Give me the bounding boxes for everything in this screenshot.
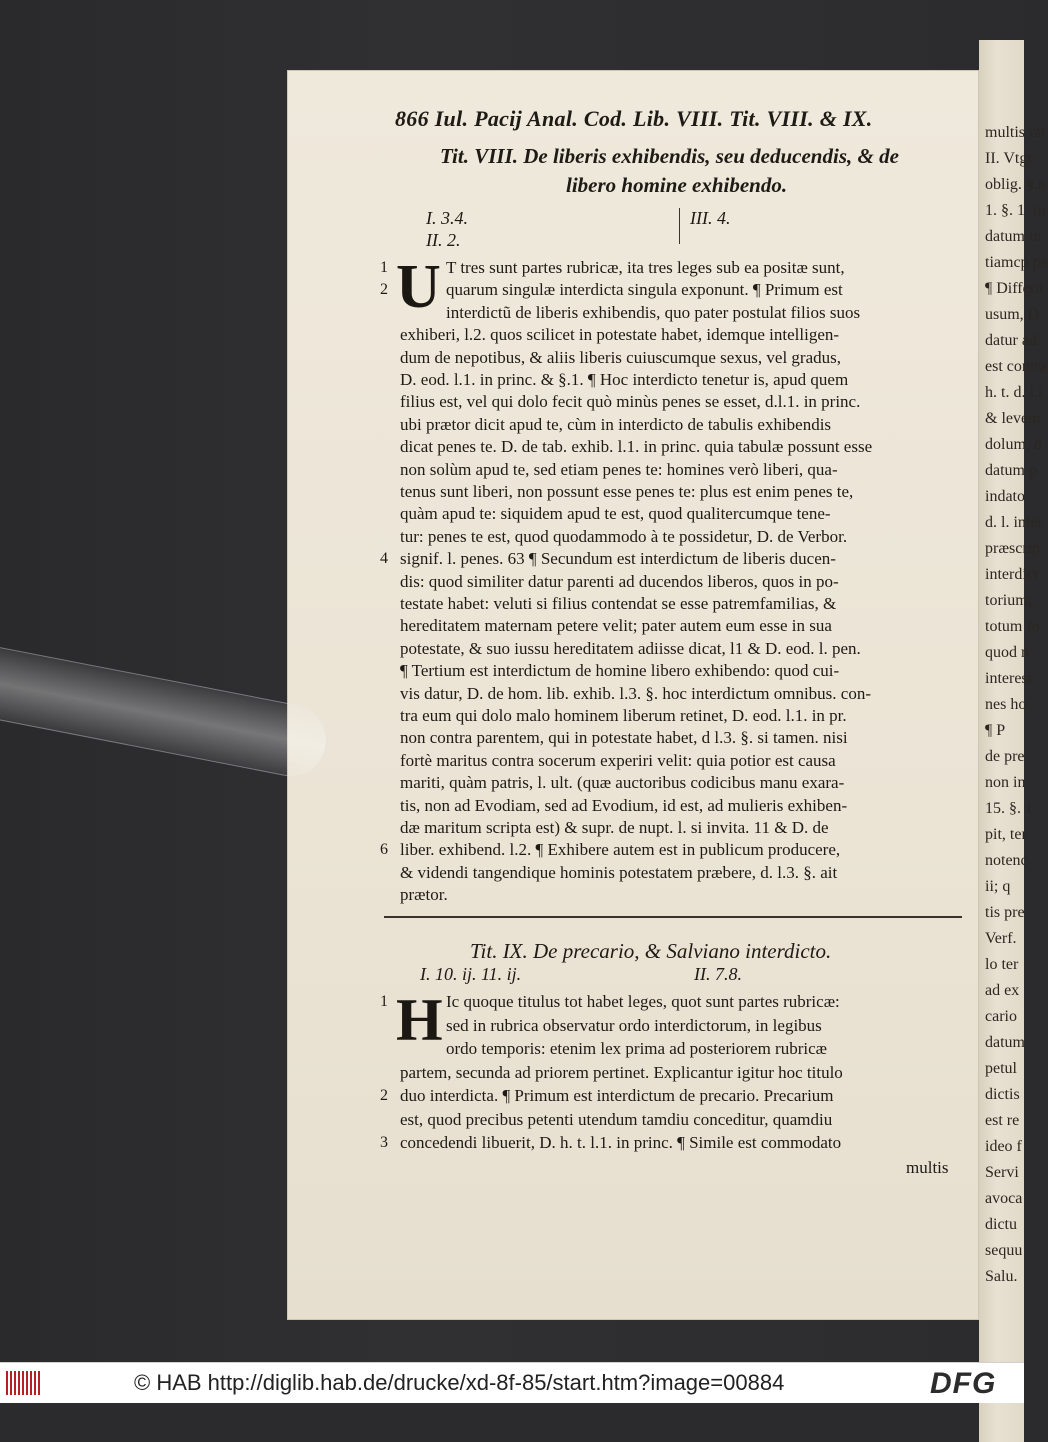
next-page-fragment: ideo f — [985, 1138, 1022, 1155]
text-line: interdictũ de liberis exhibendis, quo pater postulat filios suos — [446, 302, 861, 322]
text-line: exhiberi, l.2. quos scilicet in potestate habet, idemque intelligen- — [400, 325, 840, 345]
barcode-icon — [6, 1371, 46, 1395]
section1-ref-left1: I. 3.4. — [426, 208, 468, 228]
next-page-fragment: est re — [985, 1112, 1020, 1129]
text-line: tis, non ad Evodiam, sed ad Evodium, id est, ad mulieris exhiben- — [400, 795, 848, 815]
catchword: multis — [906, 1158, 949, 1177]
text-line: testate habet: veluti si filius contendat se esse patremfamilias, & — [400, 594, 837, 613]
next-page-fragment: de pre — [985, 748, 1025, 765]
next-page-fragment: ¶ P — [985, 722, 1006, 739]
next-page-fragment: oblig. §.n — [985, 176, 1046, 193]
text-line: fortè maritus contra socerum experiri velit: quia potior est causa — [400, 750, 836, 770]
text-line: sed in rubrica observatur ordo interdictorum, in legibus — [446, 1015, 822, 1035]
text-line: non contra parentem, qui in potestate habet, d l.3. §. si tamen. nisi — [400, 728, 848, 748]
next-page-fragment: cario — [985, 1008, 1017, 1025]
next-page-fragment: tis pre — [985, 904, 1025, 921]
next-page-fragment: II. Vtgr — [985, 150, 1033, 167]
next-page-fragment: h. t. d. l.i — [985, 384, 1043, 401]
margin-number: 2 — [380, 281, 388, 299]
next-page-fragment: quod n — [985, 644, 1029, 661]
next-page-fragment: sequu — [985, 1242, 1023, 1259]
section2-dropcap: H — [396, 987, 443, 1053]
next-page-fragment: ii; q — [985, 878, 1011, 895]
margin-number: 6 — [380, 841, 388, 859]
next-page-fragment: multis rat — [985, 124, 1046, 141]
next-page-fragment: datum — [985, 1034, 1025, 1051]
next-page-fragment: non in — [985, 774, 1026, 791]
text-line: & videndi tangendique hominis potestatem præbere, d. l.3. §. ait — [400, 862, 838, 882]
footer-bar — [0, 1362, 1024, 1403]
section1-ref-left2: II. 2. — [426, 230, 461, 250]
text-line: potestate, & suo iussu hereditatem adiisse dicat, l1 & D. eod. l. pen. — [400, 638, 861, 658]
text-line: concedendi libuerit, D. h. t. l.1. in princ. ¶ Simile est commodato — [400, 1133, 842, 1152]
next-page-fragment: indato. — [985, 488, 1029, 505]
text-line: dum de nepotibus, & aliis liberis cuiuscumque sexus, vel gradus, — [400, 347, 841, 367]
next-page-fragment: ¶ Differu — [985, 280, 1044, 297]
margin-number: 4 — [380, 550, 388, 568]
text-line: quàm apud te: siquidem apud te est, quod qualitercumque tene- — [400, 504, 831, 524]
next-page-fragment: torium; — [985, 592, 1033, 609]
next-page-edge — [979, 40, 1048, 1442]
next-page-fragment: 1. §. 1. in — [985, 202, 1046, 219]
next-page-fragment: ad ex — [985, 982, 1020, 999]
next-page-fragment: & levem — [985, 410, 1041, 427]
text-line: duo interdicta. ¶ Primum est interdictum de precario. Precarium — [400, 1086, 834, 1105]
margin-number: 3 — [380, 1134, 388, 1151]
text-line: signif. l. penes. 63 ¶ Secundum est interdictum de liberis ducen- — [400, 549, 836, 569]
text-line: est, quod precibus petenti utendum tamdiu conceditur, quamdiu — [400, 1109, 833, 1129]
next-page-fragment: nes ho — [985, 696, 1027, 713]
text-line: liber. exhibend. l.2. ¶ Exhibere autem est in publicum producere, — [400, 840, 841, 860]
next-page-fragment: totum fo — [985, 618, 1040, 635]
next-page-fragment: datum in — [985, 228, 1042, 245]
text-line: tur: penes te est, quod quodammodo à te possidetur, D. de Verbor. — [400, 526, 848, 546]
text-line: filius est, vel qui dolo fecit quò minùs penes se esset, d.l.1. in princ. — [400, 392, 861, 412]
section1-title-line2: libero homine exhibendo. — [566, 173, 788, 197]
next-page-fragment: est contra — [985, 358, 1047, 375]
text-line: Ic quoque titulus tot habet leges, quot sunt partes rubricæ: — [446, 992, 840, 1011]
ref-divider — [679, 208, 680, 244]
next-page-fragment: Servi — [985, 1164, 1019, 1181]
section2-title: Tit. IX. De precario, & Salviano interdicto. — [470, 939, 832, 963]
section1-title-line1: Tit. VIII. De liberis exhibendis, seu deducendis, & de — [440, 144, 899, 168]
text-line: dis: quod similiter datur parenti ad ducendos liberos, quos in po- — [400, 571, 839, 591]
text-line: tra eum qui dolo malo hominem liberum retinet, D. eod. l.1. in pr. — [400, 706, 847, 725]
margin-number: 1 — [380, 259, 388, 276]
footer-citation[interactable]: © HAB http://diglib.hab.de/drucke/xd-8f-85/start.htm?image=00884 — [134, 1370, 785, 1395]
next-page-fragment: 15. §. 1 — [985, 800, 1033, 817]
section1-dropcap: U — [396, 253, 441, 321]
text-line: T tres sunt partes rubricæ, ita tres leges sub ea positæ sunt, — [446, 258, 845, 277]
next-page-fragment: Verf. — [985, 930, 1017, 947]
text-line: tenus sunt liberi, non possunt esse penes te: plus est enim penes te, — [400, 482, 854, 501]
next-page-fragment: interdict — [985, 566, 1039, 583]
margin-number: 2 — [380, 1087, 388, 1104]
next-page-fragment: d. l. inter — [985, 514, 1043, 531]
text-line: hereditatem maternam petere velit; pater autem eum esse in sua — [400, 616, 832, 636]
next-page-fragment: pit, ter — [985, 826, 1027, 843]
next-page-fragment: lo ter — [985, 956, 1019, 973]
text-line: prætor. — [400, 885, 448, 905]
text-line: ¶ Tertium est interdictum de homine libero exhibendo: quod cui- — [400, 661, 840, 681]
margin-number: 1 — [380, 993, 388, 1010]
next-page-fragment: tiamcp pe — [985, 254, 1048, 271]
next-page-fragment: usum, D — [985, 306, 1040, 323]
section1-ref-right1: III. 4. — [690, 208, 731, 228]
next-page-fragment: dictis — [985, 1086, 1020, 1103]
next-page-fragment: interest — [985, 670, 1033, 687]
text-line: ubi prætor dicit apud te, cùm in interdicto de tabulis exhibendis — [400, 414, 832, 434]
next-page-fragment: Salu. — [985, 1268, 1018, 1285]
text-line: mariti, quàm patris, l. ult. (quæ auctoribus codicibus manu exara- — [400, 773, 845, 793]
text-line: partem, secunda ad priorem pertinet. Explicantur igitur hoc titulo — [400, 1062, 843, 1082]
text-line: dicat penes te. D. de tab. exhib. l.1. in princ. quia tabulæ possunt esse — [400, 437, 873, 457]
text-line: D. eod. l.1. in princ. & §.1. ¶ Hoc interdicto tenetur is, apud quem — [400, 370, 849, 389]
text-line: non solùm apud te, sed etiam penes te: homines verò liberi, qua- — [400, 459, 838, 479]
next-page-fragment: petul — [985, 1060, 1017, 1077]
section2-ref-left: I. 10. ij. 11. ij. — [420, 964, 522, 984]
next-page-fragment: datum p — [985, 462, 1037, 479]
next-page-fragment: datur ad — [985, 332, 1037, 349]
text-line: vis datur, D. de hom. lib. exhib. l.3. §. hoc interdictum omnibus. con- — [400, 683, 872, 703]
running-header: 866 Iul. Pacij Anal. Cod. Lib. VIII. Tit. VIII. & IX. — [395, 106, 873, 131]
text-line: dæ maritum scripta est) & supr. de nupt. l. si invita. 11 & D. de — [400, 818, 829, 837]
next-page-fragment: avoca — [985, 1190, 1023, 1207]
dfg-logo: DFG — [930, 1367, 997, 1400]
section-separator — [384, 916, 962, 918]
section2-ref-right: II. 7.8. — [694, 964, 742, 984]
next-page-fragment: dictu — [985, 1216, 1017, 1233]
text-line: ordo temporis: etenim lex prima ad posteriorem rubricæ — [446, 1039, 827, 1058]
text-line: quarum singulæ interdicta singula exponunt. ¶ Primum est — [446, 280, 843, 300]
next-page-fragment: notenc — [985, 852, 1028, 869]
next-page-fragment: dolum, d — [985, 436, 1042, 453]
next-page-fragment: præscrip — [985, 540, 1041, 557]
